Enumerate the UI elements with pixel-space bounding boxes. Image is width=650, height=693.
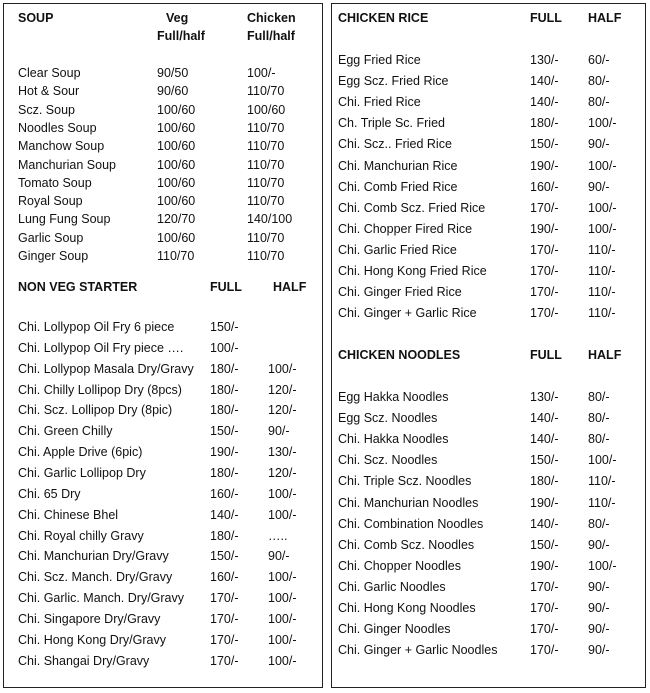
soup-veg-subheader: Full/half xyxy=(157,29,205,43)
nonveg-item-name: Chi. Apple Drive (6pic) xyxy=(18,445,143,460)
noodles-item-full-price: 180/- xyxy=(530,474,559,489)
soup-item-veg-price: 120/70 xyxy=(157,212,196,227)
noodles-item-name: Chi. Combination Noodles xyxy=(338,516,484,531)
rice-item-half-price: 90/- xyxy=(588,179,610,194)
soup-chicken-subheader: Full/half xyxy=(247,29,295,43)
rice-full-header: FULL xyxy=(530,11,562,25)
soup-item-name: Manchurian Soup xyxy=(18,157,116,172)
nonveg-title: NON VEG STARTER xyxy=(18,280,138,294)
rice-item-half-price: 110/- xyxy=(588,306,616,321)
noodles-item-full-price: 170/- xyxy=(530,601,559,615)
rice-item-half-price: 80/- xyxy=(588,95,610,110)
nonveg-item-full-price: 160/- xyxy=(210,570,239,585)
nonveg-item-full-price: 170/- xyxy=(210,591,239,606)
nonveg-full-header: FULL xyxy=(210,280,242,294)
rice-item-half-price: 110/- xyxy=(588,285,616,300)
noodles-item-name: Chi. Comb Scz. Noodles xyxy=(338,537,475,552)
noodles-item-full-price: 140/- xyxy=(530,516,559,531)
nonveg-item-half-price: 120/- xyxy=(268,403,297,418)
nonveg-item-half-price: 120/- xyxy=(268,382,297,397)
soup-item-chicken-price: 110/70 xyxy=(247,230,285,245)
noodles-item-half-price: 90/- xyxy=(588,601,610,615)
rice-item-half-price: 60/- xyxy=(588,53,610,67)
rice-item-name: Chi. Chopper Fired Rice xyxy=(338,221,473,236)
nonveg-item-name: Chi. Garlic Lollipop Dry xyxy=(18,465,146,480)
nonveg-item-full-price: 150/- xyxy=(210,320,239,334)
noodles-item-half-price: 110/- xyxy=(588,495,616,510)
noodles-item-half-price: 80/- xyxy=(588,411,610,426)
noodles-item-half-price: 110/- xyxy=(588,474,616,489)
rice-item-name: Chi. Comb Fried Rice xyxy=(338,179,458,194)
noodles-item-half-price: 90/- xyxy=(588,643,610,658)
nonveg-item-name: Chi. 65 Dry xyxy=(18,486,81,501)
rice-item-full-price: 140/- xyxy=(530,95,559,110)
rice-item-name: Chi. Manchurian Rice xyxy=(338,158,458,173)
nonveg-item-name: Chi. Chilly Lollipop Dry (8pcs) xyxy=(18,382,182,397)
soup-item-chicken-price: 110/70 xyxy=(247,194,285,209)
noodles-item-name: Egg Scz. Noodles xyxy=(338,411,438,426)
noodles-item-half-price: 80/- xyxy=(588,516,610,531)
soup-item-veg-price: 100/60 xyxy=(157,230,196,245)
nonveg-item-half-price: 100/- xyxy=(268,486,297,501)
nonveg-item-half-price: 100/- xyxy=(268,570,297,585)
nonveg-item-name: Chi. Hong Kong Dry/Gravy xyxy=(18,632,166,647)
soup-item-veg-price: 100/60 xyxy=(157,102,196,117)
rice-item-name: Egg Scz. Fried Rice xyxy=(338,74,449,89)
soup-item-veg-price: 100/60 xyxy=(157,139,196,154)
noodles-item-full-price: 140/- xyxy=(530,432,559,447)
nonveg-item-name: Chi. Shangai Dry/Gravy xyxy=(18,653,150,668)
soup-item-name: Manchow Soup xyxy=(18,139,105,154)
nonveg-item-full-price: 100/- xyxy=(210,340,239,355)
noodles-item-full-price: 170/- xyxy=(530,622,559,637)
soup-item-veg-price: 100/60 xyxy=(157,175,196,190)
rice-item-full-price: 170/- xyxy=(530,200,559,215)
rice-item-half-price: 100/- xyxy=(588,158,617,173)
soup-item-chicken-price: 110/70 xyxy=(247,120,285,135)
soup-item-name: Royal Soup xyxy=(18,194,83,209)
rice-item-name: Chi. Fried Rice xyxy=(338,95,421,110)
nonveg-item-full-price: 190/- xyxy=(210,445,239,460)
soup-item-name: Ginger Soup xyxy=(18,249,89,263)
rice-item-full-price: 170/- xyxy=(530,285,559,300)
nonveg-item-half-price: 100/- xyxy=(268,361,297,376)
rice-item-name: Chi. Ginger + Garlic Rice xyxy=(338,306,477,321)
noodles-item-half-price: 100/- xyxy=(588,453,617,468)
rice-item-half-price: 80/- xyxy=(588,74,610,89)
noodles-item-name: Chi. Ginger + Garlic Noodles xyxy=(338,643,498,658)
nonveg-item-half-price: 100/- xyxy=(268,653,297,668)
noodles-item-half-price: 90/- xyxy=(588,537,610,552)
nonveg-item-full-price: 170/- xyxy=(210,632,239,647)
nonveg-item-name: Chi. Garlic. Manch. Dry/Gravy xyxy=(18,591,185,606)
soup-title: SOUP xyxy=(18,11,54,25)
rice-item-full-price: 170/- xyxy=(530,264,559,278)
noodles-item-name: Chi. Scz. Noodles xyxy=(338,453,438,468)
soup-item-chicken-price: 100/- xyxy=(247,66,276,80)
nonveg-item-name: Chi. Royal chilly Gravy xyxy=(18,528,144,543)
nonveg-item-name: Chi. Green Chilly xyxy=(18,424,113,439)
nonveg-item-full-price: 180/- xyxy=(210,403,239,418)
rice-item-half-price: 100/- xyxy=(588,116,617,131)
soup-item-name: Noodles Soup xyxy=(18,120,97,135)
rice-item-name: Chi. Garlic Fried Rice xyxy=(338,242,457,257)
rice-item-half-price: 90/- xyxy=(588,137,610,152)
noodles-item-full-price: 150/- xyxy=(530,453,559,468)
nonveg-item-full-price: 160/- xyxy=(210,486,239,501)
nonveg-item-half-price: 100/- xyxy=(268,611,297,626)
rice-item-full-price: 140/- xyxy=(530,74,559,89)
noodles-full-header: FULL xyxy=(530,348,562,362)
noodles-item-full-price: 190/- xyxy=(530,495,559,510)
soup-item-name: Hot & Sour xyxy=(18,84,80,99)
noodles-item-half-price: 100/- xyxy=(588,558,617,573)
noodles-half-header: HALF xyxy=(588,348,622,362)
soup-item-name: Tomato Soup xyxy=(18,175,92,190)
nonveg-item-name: Chi. Lollypop Oil Fry piece …. xyxy=(18,340,184,355)
nonveg-item-full-price: 180/- xyxy=(210,528,239,543)
rice-item-name: Chi. Scz.. Fried Rice xyxy=(338,137,452,152)
rice-item-half-price: 100/- xyxy=(588,221,617,236)
rice-item-name: Chi. Comb Scz. Fried Rice xyxy=(338,200,486,215)
soup-item-name: Clear Soup xyxy=(18,66,81,80)
noodles-item-name: Chi. Ginger Noodles xyxy=(338,622,451,637)
rice-item-full-price: 170/- xyxy=(530,306,559,321)
noodles-item-half-price: 80/- xyxy=(588,432,610,447)
rice-item-name: Ch. Triple Sc. Fried xyxy=(338,116,445,131)
nonveg-item-full-price: 140/- xyxy=(210,507,239,522)
nonveg-item-name: Chi. Singapore Dry/Gravy xyxy=(18,611,161,626)
noodles-item-full-price: 130/- xyxy=(530,390,559,404)
soup-item-veg-price: 100/60 xyxy=(157,157,196,172)
nonveg-item-full-price: 170/- xyxy=(210,653,239,668)
nonveg-item-half-price: 100/- xyxy=(268,507,297,522)
rice-item-name: Egg Fried Rice xyxy=(338,53,421,67)
nonveg-item-name: Chi. Lollypop Masala Dry/Gravy xyxy=(18,361,194,376)
noodles-item-name: Chi. Manchurian Noodles xyxy=(338,495,479,510)
nonveg-item-half-price: 100/- xyxy=(268,632,297,647)
noodles-item-name: Chi. Hong Kong Noodles xyxy=(338,601,476,615)
soup-item-chicken-price: 110/70 xyxy=(247,249,285,263)
nonveg-item-name: Chi. Scz. Lollipop Dry (8pic) xyxy=(18,403,173,418)
soup-item-chicken-price: 140/100 xyxy=(247,212,293,227)
rice-title: CHICKEN RICE xyxy=(338,11,429,25)
soup-item-name: Garlic Soup xyxy=(18,230,84,245)
nonveg-item-name: Chi. Lollypop Oil Fry 6 piece xyxy=(18,320,175,334)
nonveg-item-half-price: 130/- xyxy=(268,445,297,460)
soup-item-chicken-price: 110/70 xyxy=(247,84,285,99)
soup-item-veg-price: 90/60 xyxy=(157,84,189,99)
nonveg-item-full-price: 180/- xyxy=(210,361,239,376)
nonveg-item-full-price: 150/- xyxy=(210,424,239,439)
soup-item-veg-price: 90/50 xyxy=(157,66,189,80)
soup-item-chicken-price: 110/70 xyxy=(247,175,285,190)
soup-item-chicken-price: 100/60 xyxy=(247,102,286,117)
noodles-item-full-price: 170/- xyxy=(530,643,559,658)
nonveg-item-half-price: 120/- xyxy=(268,465,297,480)
rice-item-half-price: 100/- xyxy=(588,200,617,215)
nonveg-item-name: Chi. Chinese Bhel xyxy=(18,507,119,522)
noodles-item-name: Chi. Triple Scz. Noodles xyxy=(338,474,472,489)
noodles-item-half-price: 90/- xyxy=(588,622,610,637)
soup-item-name: Lung Fung Soup xyxy=(18,212,111,227)
nonveg-item-half-price: 100/- xyxy=(268,591,297,606)
rice-item-full-price: 190/- xyxy=(530,158,559,173)
rice-item-full-price: 150/- xyxy=(530,137,559,152)
noodles-item-half-price: 80/- xyxy=(588,390,610,404)
rice-item-full-price: 170/- xyxy=(530,242,559,257)
rice-half-header: HALF xyxy=(588,11,622,25)
noodles-item-name: Chi. Garlic Noodles xyxy=(338,579,446,594)
soup-item-chicken-price: 110/70 xyxy=(247,157,285,172)
noodles-item-full-price: 170/- xyxy=(530,579,559,594)
nonveg-item-half-price: 90/- xyxy=(268,549,290,564)
soup-chicken-header: Chicken xyxy=(247,11,296,25)
soup-item-name: Scz. Soup xyxy=(18,102,75,117)
nonveg-item-name: Chi. Scz. Manch. Dry/Gravy xyxy=(18,570,173,585)
rice-item-full-price: 180/- xyxy=(530,116,559,131)
nonveg-item-half-price: 90/- xyxy=(268,424,290,439)
nonveg-half-header: HALF xyxy=(273,280,307,294)
soup-item-veg-price: 110/70 xyxy=(157,249,195,263)
rice-item-name: Chi. Hong Kong Fried Rice xyxy=(338,264,487,278)
noodles-item-name: Chi. Chopper Noodles xyxy=(338,558,461,573)
rice-item-half-price: 110/- xyxy=(588,264,616,278)
noodles-item-name: Chi. Hakka Noodles xyxy=(338,432,449,447)
soup-item-veg-price: 100/60 xyxy=(157,194,196,209)
noodles-item-full-price: 140/- xyxy=(530,411,559,426)
soup-veg-header: Veg xyxy=(166,11,189,25)
nonveg-item-full-price: 180/- xyxy=(210,382,239,397)
nonveg-item-full-price: 170/- xyxy=(210,611,239,626)
noodles-item-name: Egg Hakka Noodles xyxy=(338,390,449,404)
noodles-item-half-price: 90/- xyxy=(588,579,610,594)
rice-item-full-price: 160/- xyxy=(530,179,559,194)
noodles-title: CHICKEN NOODLES xyxy=(338,348,461,362)
nonveg-item-full-price: 150/- xyxy=(210,549,239,564)
nonveg-item-name: Chi. Manchurian Dry/Gravy xyxy=(18,549,169,564)
nonveg-item-half-price: ….. xyxy=(268,528,288,543)
soup-item-chicken-price: 110/70 xyxy=(247,139,285,154)
rice-item-name: Chi. Ginger Fried Rice xyxy=(338,285,462,300)
noodles-item-full-price: 150/- xyxy=(530,537,559,552)
nonveg-item-full-price: 180/- xyxy=(210,465,239,480)
rice-item-full-price: 190/- xyxy=(530,221,559,236)
noodles-item-full-price: 190/- xyxy=(530,558,559,573)
rice-item-half-price: 110/- xyxy=(588,242,616,257)
rice-item-full-price: 130/- xyxy=(530,53,559,67)
soup-item-veg-price: 100/60 xyxy=(157,120,196,135)
